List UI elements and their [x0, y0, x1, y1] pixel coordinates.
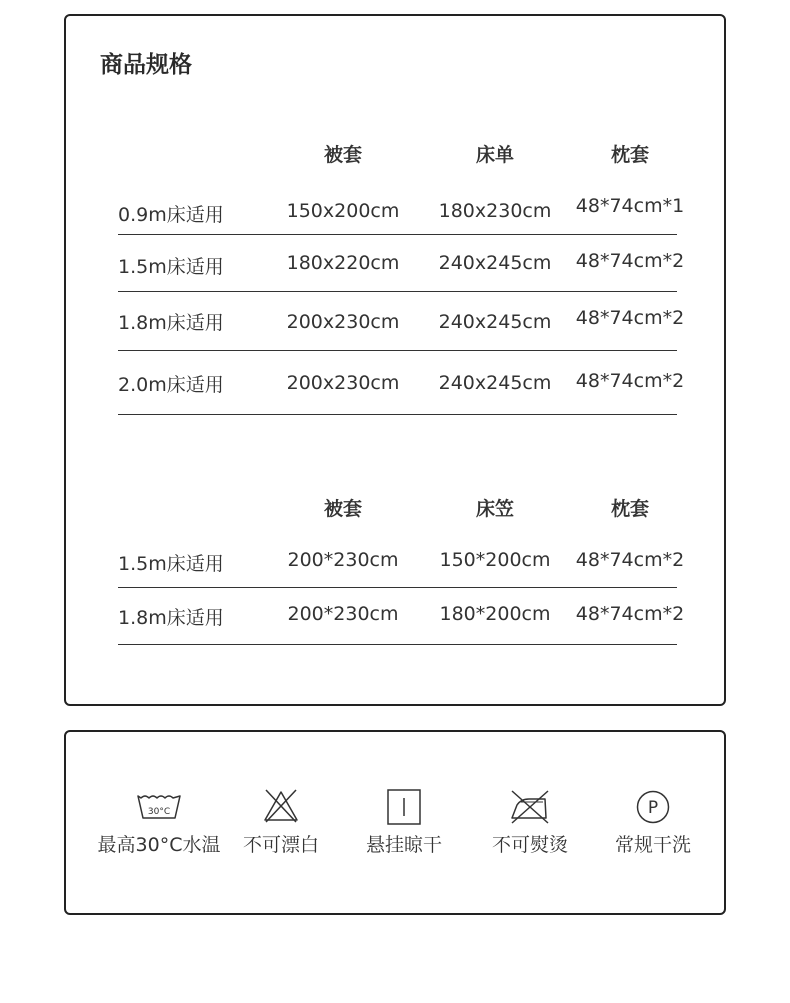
row-bed-size: 2.0m床适用: [118, 374, 224, 396]
row-duvet-size: 200x230cm: [286, 372, 400, 394]
table2-header-duvet: 被套: [323, 498, 363, 520]
row-pillowcase-size: 48*74cm*2: [575, 549, 685, 571]
row-bed-size: 0.9m床适用: [118, 204, 224, 226]
table1-header-duvet: 被套: [323, 144, 363, 166]
row-pillowcase-size: 48*74cm*2: [575, 370, 685, 392]
row-fitted-sheet-size: 180*200cm: [439, 603, 551, 625]
table1-header-pillowcase: 枕套: [610, 144, 650, 166]
row-pillowcase-size: 48*74cm*2: [575, 603, 685, 625]
care-item-no-bleach: [211, 788, 351, 857]
row-sheet-size: 240x245cm: [438, 252, 552, 274]
care-label-hang-dry: 悬挂晾干: [365, 834, 442, 856]
care-label-no-iron: 不可熨烫: [491, 834, 568, 856]
care-label-no-bleach: 不可漂白: [242, 834, 319, 856]
care-label-dry-clean: 常规干洗: [614, 834, 691, 856]
row-bed-size: 1.8m床适用: [118, 312, 224, 334]
row-sheet-size: 240x245cm: [438, 372, 552, 394]
care-label-wash: 最高30°C水温: [97, 834, 221, 856]
table2-row: [118, 537, 685, 588]
care-card: [64, 730, 726, 915]
row-pillowcase-size: 48*74cm*1: [575, 195, 685, 217]
row-sheet-size: 240x245cm: [438, 311, 552, 333]
table2-row: [118, 587, 685, 645]
table2-header-fitted-sheet: 床笠: [475, 498, 515, 520]
spec-card: [64, 14, 726, 706]
table1-header: [66, 140, 724, 170]
no-iron-icon: [509, 788, 551, 826]
care-item-hang-dry: [334, 788, 474, 857]
row-duvet-size: 200*230cm: [287, 603, 399, 625]
hang-dry-icon: [385, 788, 423, 826]
row-duvet-size: 180x220cm: [286, 252, 400, 274]
dry-clean-letter: P: [647, 798, 659, 818]
row-duvet-size: 200*230cm: [287, 549, 399, 571]
wash-tub-30-icon: [136, 788, 182, 826]
table2-header: [66, 494, 724, 524]
row-duvet-size: 200x230cm: [286, 311, 400, 333]
no-bleach-icon: [261, 788, 301, 826]
dry-clean-p-icon: [634, 788, 672, 826]
spec-title: 商品规格: [100, 52, 192, 78]
table1-row: [118, 350, 685, 415]
care-item-no-iron: [460, 788, 600, 857]
wash-tub-temperature: 30°C: [147, 807, 171, 817]
table1-row: [118, 190, 685, 235]
table1-header-sheet: 床单: [475, 144, 515, 166]
row-bed-size: 1.8m床适用: [118, 607, 224, 629]
table1-row: [118, 291, 685, 351]
row-pillowcase-size: 48*74cm*2: [575, 250, 685, 272]
row-duvet-size: 150x200cm: [286, 200, 400, 222]
table1-row: [118, 234, 685, 292]
care-item-dry-clean: [583, 788, 723, 857]
row-bed-size: 1.5m床适用: [118, 256, 224, 278]
row-pillowcase-size: 48*74cm*2: [575, 307, 685, 329]
row-bed-size: 1.5m床适用: [118, 553, 224, 575]
table2-header-pillowcase: 枕套: [610, 498, 650, 520]
row-sheet-size: 180x230cm: [438, 200, 552, 222]
row-fitted-sheet-size: 150*200cm: [439, 549, 551, 571]
care-item-wash: [89, 788, 229, 857]
